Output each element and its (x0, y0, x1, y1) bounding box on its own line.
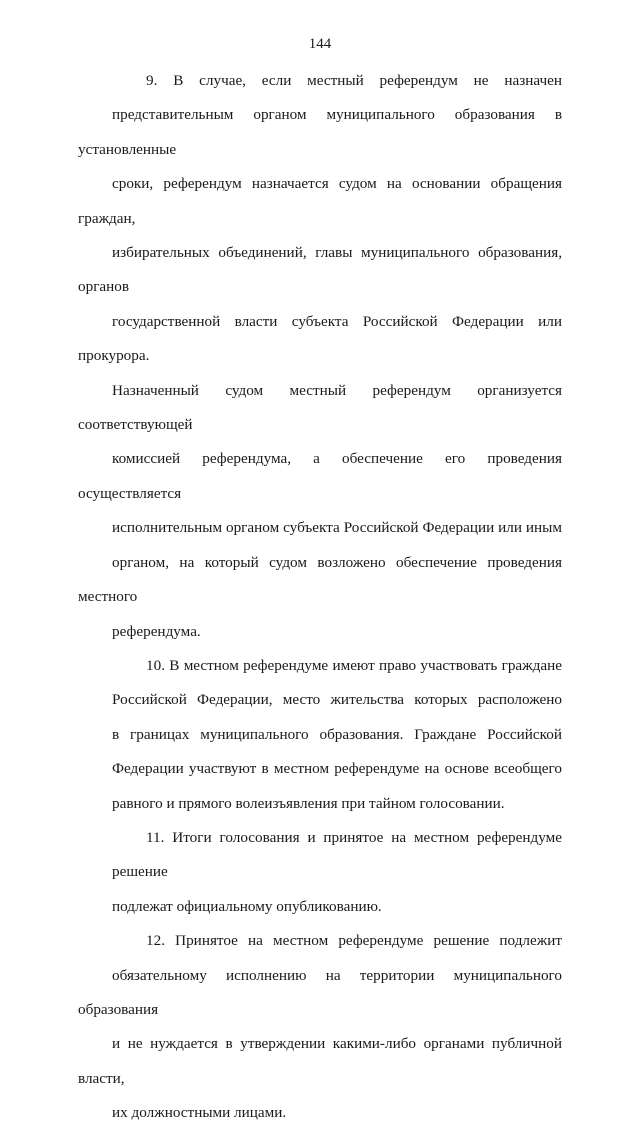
text-line: их должностными лицами. (112, 1104, 287, 1122)
text-line: 11. Итоги голосования и принятое на местном референдуме решение (112, 828, 562, 881)
paragraph-9 (78, 64, 562, 649)
paragraph-10 (78, 649, 562, 821)
document-body (78, 64, 562, 1131)
text-line: сроки, референдум назначается судом на основании обращения граждан, (78, 175, 562, 227)
text-line: 10. В местном референдуме имеют право участвовать граждане (146, 656, 562, 674)
text-line: комиссией референдума, а обеспечение его проведения осуществляется (78, 450, 562, 502)
text-line: референдума. (112, 622, 201, 640)
text-line: равного и прямого волеизъявления при тайном голосовании. (112, 794, 505, 812)
text-line: Назначенный судом местный референдум организуется соответствующей (78, 381, 562, 434)
paragraph-11 (78, 821, 562, 924)
text-line: подлежат официальному опубликованию. (112, 897, 382, 915)
text-line: исполнительным органом субъекта Российской Федерации или иным (112, 519, 562, 537)
text-line: органом, на который судом возложено обеспечение проведения местного (78, 553, 562, 606)
text-line: 9. В случае, если местный референдум не назначен (146, 72, 562, 89)
text-line: государственной власти субъекта Российской Федерации или прокурора. (78, 312, 562, 365)
text-line: и не нуждается в утверждении какими-либо органами публичной власти, (78, 1035, 562, 1087)
page-number: 144 (308, 36, 332, 52)
text-line: в границах муниципального образования. Граждане Российской (112, 725, 562, 743)
text-line: представительным органом муниципального образования в установленные (78, 106, 562, 158)
text-line: избирательных объединений, главы муниципального образования, органов (78, 244, 562, 296)
text-line: Федерации участвуют в местном референдуме на основе всеобщего (112, 760, 562, 778)
paragraph-12 (78, 924, 562, 1130)
text-line: 12. Принятое на местном референдуме решение подлежит (146, 932, 562, 950)
text-line: обязательному исполнению на территории муниципального образования (78, 966, 562, 1018)
text-line: Российской Федерации, место жительства которых расположено (112, 691, 562, 709)
